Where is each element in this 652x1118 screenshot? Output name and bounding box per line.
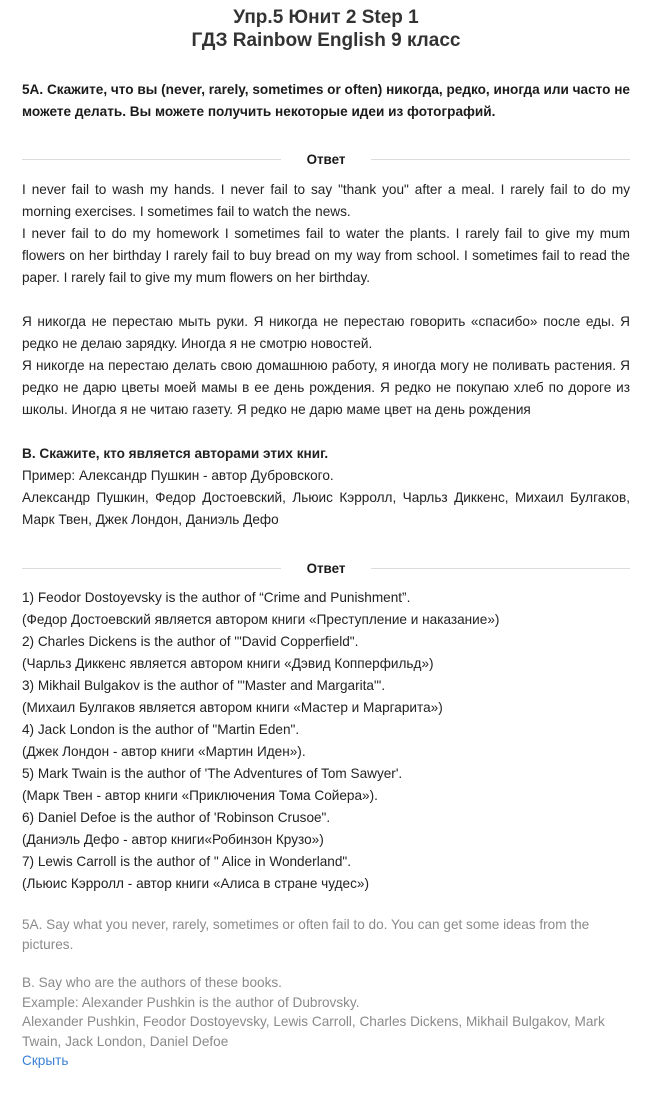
answer-b-line: (Даниэль Дефо - автор книги«Робинзон Крузо») bbox=[22, 832, 324, 847]
divider-line-left bbox=[22, 568, 281, 569]
original-task-b-line-2: Example: Alexander Pushkin is the author of Dubrovsky. bbox=[22, 994, 360, 1010]
page-title bbox=[22, 0, 630, 52]
answer-divider-b bbox=[22, 561, 630, 576]
title-line-1: Упр.5 Юнит 2 Step 1 bbox=[233, 7, 419, 28]
task-b-title: B. Скажите, кто является авторами этих книг. bbox=[22, 446, 329, 461]
answer-a-ru-paragraph-1: Я никогда не перестаю мыть руки. Я никогда не перестаю говорить «спасибо» после еды. Я редко не делаю зарядку. Иногда я не смотрю новостей. bbox=[22, 314, 630, 351]
divider-line-right bbox=[371, 159, 630, 160]
answer-a-en-paragraph-1: I never fail to wash my hands. I never fail to say "thank you" after a meal. I rarely fail to do my morning exercises. I sometimes fail to watch the news. bbox=[22, 182, 630, 219]
answer-a bbox=[22, 179, 630, 421]
answer-b-line: (Джек Лондон - автор книги «Мартин Иден»). bbox=[22, 744, 306, 759]
answer-label-a: Ответ bbox=[306, 152, 346, 167]
answer-a-ru-paragraph-2: Я никогде на перестаю делать свою домашнюю работу, я иногда могу не поливать растения. Я редко не дарю цветы моей мамы в ее день рождения. Я редко не покупаю хлеб по дороге из школы. Иногда я не читаю газету. Я редко не дарю маме цвет на день рождения bbox=[22, 358, 630, 417]
hide-link[interactable]: Скрыть bbox=[22, 1053, 69, 1068]
answer-b-line: 6) Daniel Defoe is the author of 'Robinson Crusoe". bbox=[22, 810, 331, 825]
task-b bbox=[22, 443, 630, 531]
answer-b-list bbox=[22, 587, 630, 895]
original-task-a: 5A. Say what you never, rarely, sometimes or often fail to do. You can get some ideas from the pictures. bbox=[22, 917, 590, 952]
answer-b-line: (Михаил Булгаков является автором книги «Мастер и Маргарита») bbox=[22, 700, 443, 715]
answer-b-line: 3) Mikhail Bulgakov is the author of '"Master and Margarita"'. bbox=[22, 678, 386, 693]
task-b-example: Пример: Александр Пушкин - автор Дубровского. bbox=[22, 468, 334, 483]
original-task-b-line-3: Alexander Pushkin, Feodor Dostoyevsky, Lewis Carroll, Charles Dickens, Mikhail Bulgakov, Mark Twain, Jack London, Daniel Defoe bbox=[22, 1014, 605, 1049]
answer-divider-a bbox=[22, 152, 630, 167]
answer-b-line: 2) Charles Dickens is the author of '"David Copperfield". bbox=[22, 634, 359, 649]
answer-b-line: (Федор Достоевский является автором книги «Преступление и наказание») bbox=[22, 612, 500, 627]
answer-b-line: 4) Jack London is the author of "Martin Eden". bbox=[22, 722, 300, 737]
original-task-b-line-1: B. Say who are the authors of these books. bbox=[22, 975, 282, 990]
answer-b-line: (Льюис Кэрролл - автор книги «Алиса в стране чудес») bbox=[22, 876, 369, 891]
task-b-names: Александр Пушкин, Федор Достоевский, Льюис Кэрролл, Чарльз Диккенс, Михаил Булгаков, Марк Твен, Джек Лондон, Даниэль Дефо bbox=[22, 490, 630, 527]
answer-b-line: 7) Lewis Carroll is the author of " Alice in Wonderland". bbox=[22, 854, 352, 869]
divider-line-right bbox=[371, 568, 630, 569]
task-a-text: 5A. Скажите, что вы (never, rarely, sometimes or often) никогда, редко, иногда или часто не можете делать. Вы можете получить некоторые идеи из фотографий. bbox=[22, 82, 630, 119]
answer-a-en-paragraph-2: I never fail to do my homework I sometimes fail to water the plants. I rarely fail to give my mum flowers on her birthday I rarely fail to buy bread on my way from school. I sometimes fail to read the paper. I rarely fail to give my mum flowers on her birthday. bbox=[22, 226, 630, 285]
answer-b-line: 5) Mark Twain is the author of 'The Adventures of Tom Sawyer'. bbox=[22, 766, 403, 781]
answer-b-line: (Чарльз Диккенс является автором книги «Дэвид Копперфильд») bbox=[22, 656, 434, 671]
answer-b-line: (Марк Твен - автор книги «Приключения Тома Сойера»). bbox=[22, 788, 378, 803]
divider-line-left bbox=[22, 159, 281, 160]
answer-label-b: Ответ bbox=[306, 561, 346, 576]
original-english-task bbox=[22, 915, 630, 1051]
answer-b-line: 1) Feodor Dostoyevsky is the author of “Crime and Punishment”. bbox=[22, 590, 411, 605]
title-line-2: ГДЗ Rainbow English 9 класс bbox=[191, 30, 461, 51]
